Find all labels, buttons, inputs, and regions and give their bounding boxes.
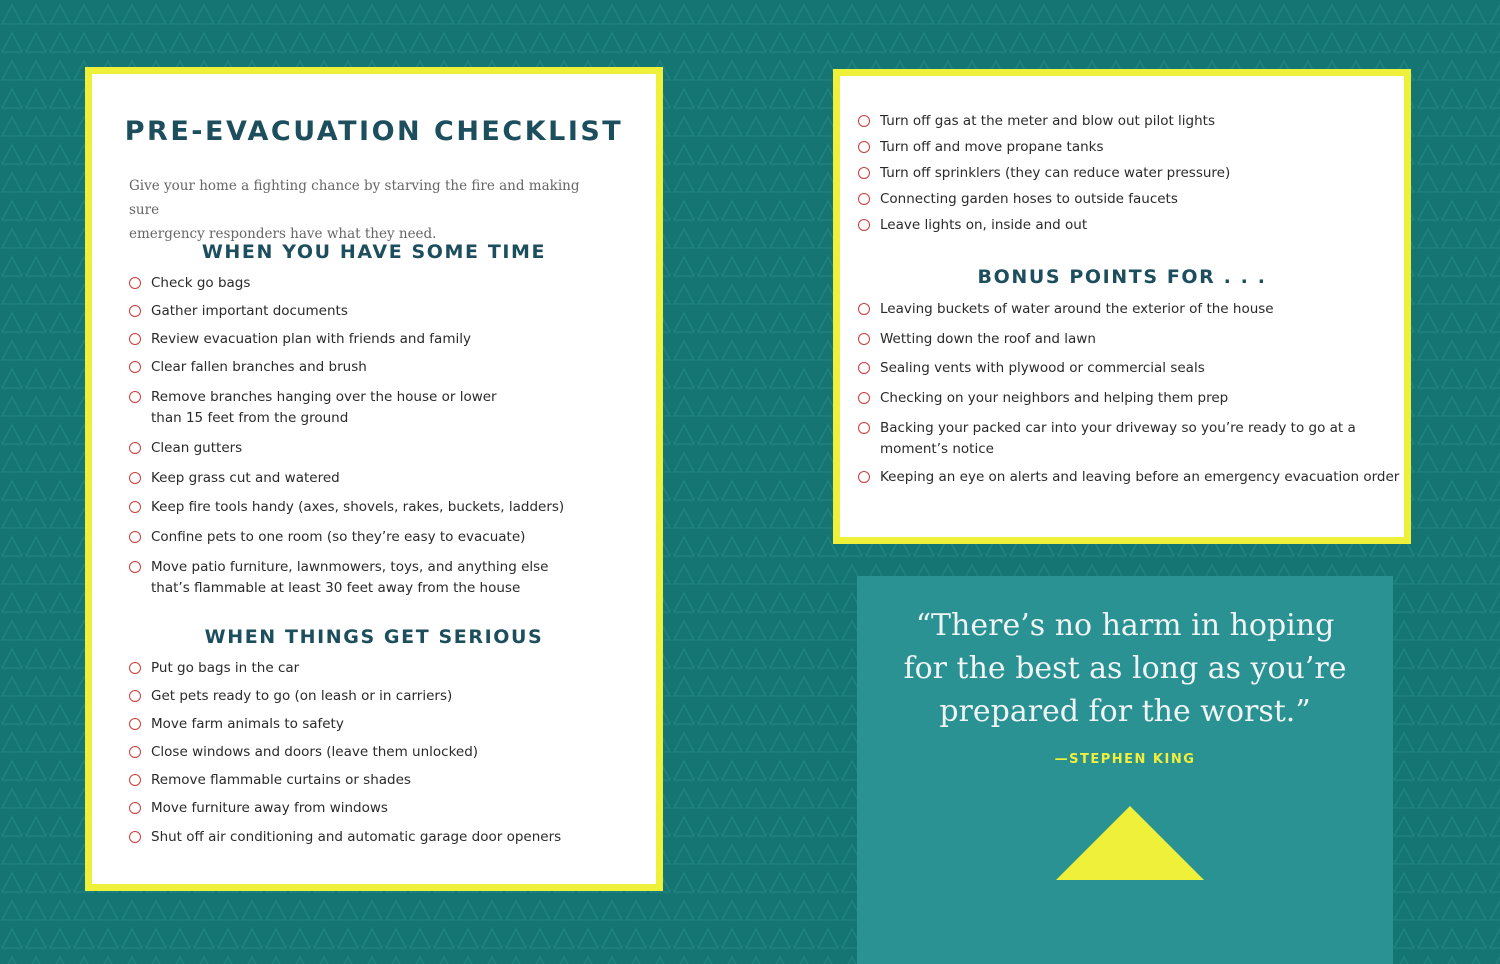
checklist-item <box>129 827 561 848</box>
checklist-item-text: Confine pets to one room (so they’re easy to evacuate) <box>151 529 526 545</box>
checklist-item-text: that’s flammable at least 30 feet away from the house <box>151 580 521 596</box>
checkbox-circle-icon[interactable] <box>858 167 870 179</box>
checkbox-circle-icon[interactable] <box>129 305 141 317</box>
checklist-item <box>129 658 299 679</box>
checklist-item-text: Turn off and move propane tanks <box>880 139 1104 155</box>
checklist-item <box>858 467 1399 488</box>
checklist-item <box>129 273 250 294</box>
checkbox-circle-icon[interactable] <box>129 718 141 730</box>
quote-text <box>857 604 1393 733</box>
continued-checklist-card <box>833 69 1411 544</box>
checkbox-circle-icon[interactable] <box>129 746 141 758</box>
section-heading-bonus: BONUS POINTS FOR . . . <box>977 266 1267 288</box>
checklist-item-text: Sealing vents with plywood or commercial seals <box>880 360 1205 376</box>
checkbox-circle-icon[interactable] <box>858 303 870 315</box>
checklist-item-text: Leave lights on, inside and out <box>880 217 1088 233</box>
checkbox-circle-icon[interactable] <box>129 774 141 786</box>
checkbox-circle-icon[interactable] <box>858 471 870 483</box>
checklist-item <box>858 388 1228 409</box>
checklist-item <box>129 798 388 819</box>
checkbox-circle-icon[interactable] <box>858 333 870 345</box>
page-title: PRE-EVACUATION CHECKLIST <box>124 116 624 147</box>
checkbox-circle-icon[interactable] <box>858 141 870 153</box>
quote-panel <box>857 576 1393 964</box>
checklist-item <box>858 163 1230 184</box>
checklist-item <box>129 527 525 548</box>
pre-evacuation-card <box>85 67 663 891</box>
checklist-item-text: Move patio furniture, lawnmowers, toys, and anything else <box>151 559 549 575</box>
checklist-item <box>129 329 471 350</box>
section-heading-some-time: WHEN YOU HAVE SOME TIME <box>201 241 547 263</box>
checklist-item-text: moment’s notice <box>880 441 994 457</box>
checklist-item <box>858 418 1356 460</box>
checkbox-circle-icon[interactable] <box>129 391 141 403</box>
checkbox-circle-icon[interactable] <box>129 442 141 454</box>
checklist-item <box>129 714 344 735</box>
checkbox-circle-icon[interactable] <box>129 501 141 513</box>
checklist-item <box>129 468 340 489</box>
checklist-item-text: than 15 feet from the ground <box>151 410 349 426</box>
checklist-item-text: Check go bags <box>151 275 251 291</box>
checklist-item-text: Keep fire tools handy (axes, shovels, rakes, buckets, ladders) <box>151 499 565 515</box>
checklist-item <box>129 497 564 518</box>
checkbox-circle-icon[interactable] <box>129 531 141 543</box>
checklist-item-text: Keeping an eye on alerts and leaving before an emergency evacuation order <box>880 469 1400 485</box>
section-heading-serious: WHEN THINGS GET SERIOUS <box>204 626 544 648</box>
checkbox-circle-icon[interactable] <box>858 422 870 434</box>
checklist-item-text: Review evacuation plan with friends and family <box>151 331 471 347</box>
checklist-item <box>858 215 1087 236</box>
checklist-item <box>858 329 1096 350</box>
checkbox-circle-icon[interactable] <box>129 361 141 373</box>
checkbox-circle-icon[interactable] <box>129 561 141 573</box>
quote-line: prepared for the worst.” <box>939 694 1311 729</box>
checklist-item-text: Move farm animals to safety <box>151 716 344 732</box>
checkbox-circle-icon[interactable] <box>858 219 870 231</box>
intro-text <box>129 174 609 246</box>
quote-line: “There’s no harm in hoping <box>915 608 1335 643</box>
checklist-item <box>129 301 348 322</box>
checklist-item <box>858 358 1205 379</box>
checklist-item-text: Turn off sprinklers (they can reduce water pressure) <box>880 165 1231 181</box>
checkbox-circle-icon[interactable] <box>129 333 141 345</box>
checklist-item <box>129 686 452 707</box>
quote-author: —STEPHEN KING <box>1054 752 1196 767</box>
checkbox-circle-icon[interactable] <box>858 362 870 374</box>
checklist-item-text: Put go bags in the car <box>151 660 300 676</box>
checkbox-circle-icon[interactable] <box>129 690 141 702</box>
checklist-item-text: Gather important documents <box>151 303 348 319</box>
checklist-item <box>858 111 1215 132</box>
checklist-item-text: Connecting garden hoses to outside faucets <box>880 191 1178 207</box>
checklist-item <box>129 357 367 378</box>
checkbox-circle-icon[interactable] <box>129 831 141 843</box>
checkbox-circle-icon[interactable] <box>858 115 870 127</box>
checklist-item <box>858 299 1274 320</box>
checkbox-circle-icon[interactable] <box>129 277 141 289</box>
checklist-item <box>129 557 548 599</box>
checklist-item <box>858 189 1178 210</box>
checklist-item-text: Clean gutters <box>151 440 243 456</box>
checklist-item-text: Backing your packed car into your driveway so you’re ready to go at a <box>880 420 1356 436</box>
checkbox-circle-icon[interactable] <box>858 392 870 404</box>
checklist-item <box>858 137 1104 158</box>
checklist-item-text: Shut off air conditioning and automatic garage door openers <box>151 829 562 845</box>
intro-line: Give your home a fighting chance by starving the fire and making sure <box>129 178 580 218</box>
intro-line: emergency responders have what they need. <box>129 226 437 242</box>
checklist-item <box>129 770 411 791</box>
checkbox-circle-icon[interactable] <box>129 802 141 814</box>
checkbox-circle-icon[interactable] <box>129 472 141 484</box>
checklist-item-text: Checking on your neighbors and helping them prep <box>880 390 1229 406</box>
checklist-item <box>129 742 478 763</box>
checklist-item-text: Remove flammable curtains or shades <box>151 772 411 788</box>
checklist-item <box>129 438 242 459</box>
checklist-item-text: Leaving buckets of water around the exterior of the house <box>880 301 1274 317</box>
checklist-item <box>129 387 497 429</box>
checklist-item-text: Keep grass cut and watered <box>151 470 340 486</box>
checklist-item-text: Turn off gas at the meter and blow out pilot lights <box>880 113 1216 129</box>
checkbox-circle-icon[interactable] <box>858 193 870 205</box>
checkbox-circle-icon[interactable] <box>129 662 141 674</box>
checklist-item-text: Move furniture away from windows <box>151 800 388 816</box>
triangle-icon <box>1054 804 1206 882</box>
quote-line: for the best as long as you’re <box>903 651 1347 686</box>
checklist-item-text: Close windows and doors (leave them unlocked) <box>151 744 479 760</box>
checklist-item-text: Remove branches hanging over the house or lower <box>151 389 497 405</box>
checklist-item-text: Clear fallen branches and brush <box>151 359 367 375</box>
checklist-item-text: Get pets ready to go (on leash or in carriers) <box>151 688 453 704</box>
checklist-item-text: Wetting down the roof and lawn <box>880 331 1096 347</box>
